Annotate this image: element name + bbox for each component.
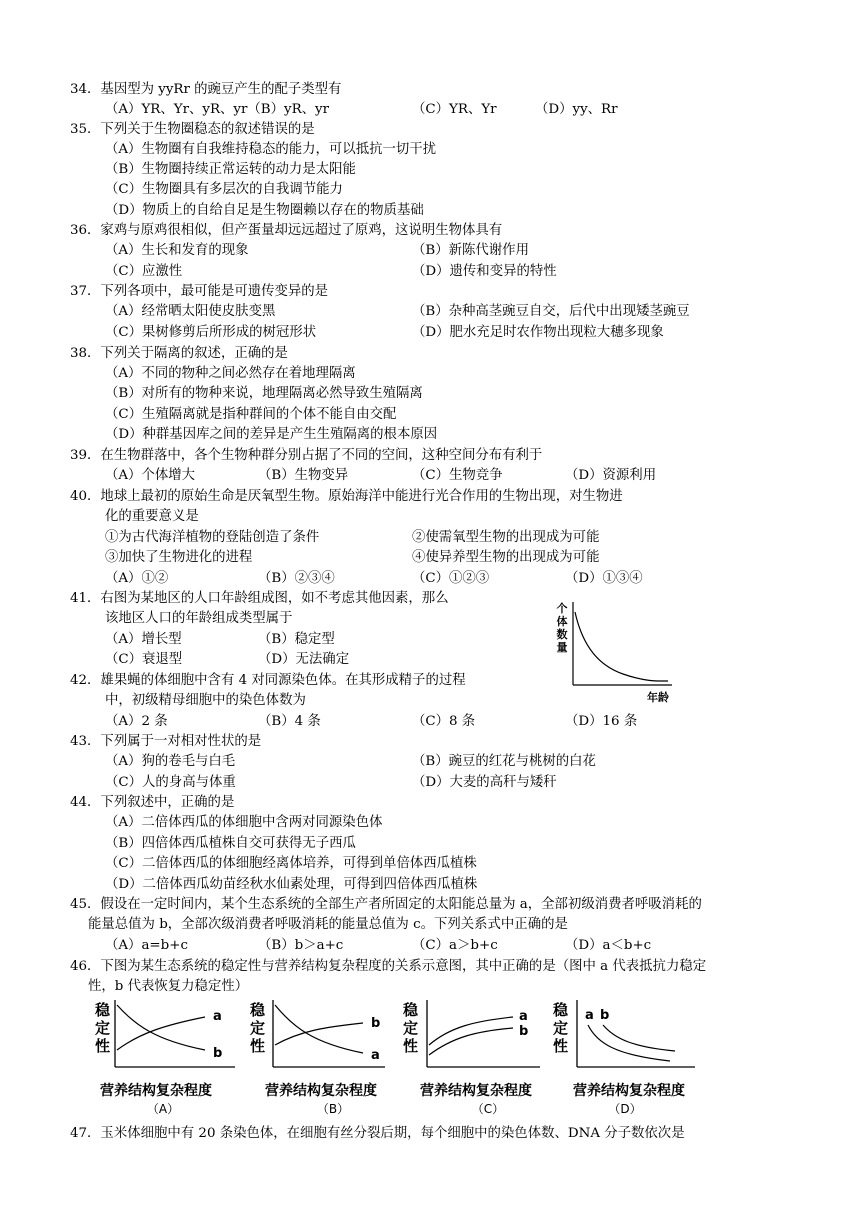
question-35-stem: 35．下列关于生物圈稳态的叙述错误的是: [70, 122, 315, 137]
panel-d-ylabel-2: 定: [553, 1019, 569, 1037]
question-38-option-a: （A）不同的物种之间必然存在着地理隔离: [105, 366, 356, 381]
panel-b-caption: （B）: [316, 1102, 350, 1116]
age-figure-ylabel-2: 体: [556, 615, 568, 628]
question-39-option-b: （B）生物变异: [258, 468, 349, 483]
panel-a-ylabel-1: 稳: [95, 1001, 111, 1019]
question-42-stem-line-1: 42．雄果蝇的体细胞中含有 4 对同源染色体。在其形成精子的过程: [70, 673, 466, 688]
question-36-stem: 36．家鸡与原鸡很相似，但产蛋量却远远超过了原鸡，这说明生物体具有: [70, 223, 503, 238]
question-43-option-d: （D）大麦的高秆与矮秆: [412, 775, 557, 790]
question-39-option-d: （D）资源利用: [565, 468, 657, 483]
question-45-option-d: （D）a＜b+c: [565, 938, 652, 953]
question-36-option-c: （C）应激性: [105, 264, 183, 279]
question-43-option-b: （B）豌豆的红花与桃树的白花: [412, 754, 596, 769]
question-38-stem: 38．下列关于隔离的叙述，正确的是: [70, 346, 288, 361]
question-41-option-a: （A）增长型: [105, 632, 182, 647]
panel-d-ylabel-1: 稳: [553, 1001, 569, 1019]
panel-d-label-a: a: [585, 1008, 594, 1023]
question-40-statement-3: ③加快了生物进化的进程: [105, 550, 253, 565]
question-46-stem-line-1: 46．下图为某生态系统的稳定性与营养结构复杂程度的关系示意图，其中正确的是（图中 a 代表抵抗力稳定: [70, 959, 707, 974]
question-42-option-d: （D）16 条: [565, 714, 638, 729]
question-41-stem-line-2: 该地区人口的年龄组成类型属于: [105, 611, 293, 626]
question-35-option-c: （C）生物圈具有多层次的自我调节能力: [105, 182, 343, 197]
question-38-option-c: （C）生殖隔离就是指种群间的个体不能自由交配: [105, 407, 397, 422]
question-44-option-a: （A）二倍体西瓜的体细胞中含两对同源染色体: [105, 815, 383, 830]
stability-panel-c: [402, 1000, 540, 1116]
question-40-statement-1: ①为古代海洋植物的登陆创造了条件: [105, 530, 320, 545]
question-36-option-b: （B）新陈代谢作用: [412, 243, 529, 258]
question-40-statement-4: ④使异养型生物的出现成为可能: [412, 550, 600, 565]
question-38-option-b: （B）对所有的物种来说，地理隔离必然导致生殖隔离: [105, 386, 423, 401]
question-42-stem-line-2: 中，初级精母细胞中的染色体数为: [105, 693, 306, 708]
question-45-option-a: （A）a=b+c: [105, 938, 188, 953]
question-34-stem: 34．基因型为 yyRr 的豌豆产生的配子类型有: [70, 82, 342, 97]
question-43-option-a: （A）狗的卷毛与白毛: [105, 754, 236, 769]
panel-d-ylabel-3: 性: [553, 1037, 569, 1055]
age-figure-xlabel: 年龄: [647, 691, 669, 704]
question-42-option-b: （B）4 条: [258, 714, 321, 729]
panel-b-ylabel-2: 定: [250, 1019, 266, 1037]
question-40-option-c: （C）①②③: [412, 571, 490, 586]
age-figure-ylabel-3: 数: [556, 628, 568, 641]
question-40-stem-line-1: 40．地球上最初的原始生命是厌氧型生物。原始海洋中能进行光合作用的生物出现，对生物进: [70, 489, 623, 504]
question-40-stem-line-2: 化的重要意义是: [105, 509, 199, 524]
question-41-option-c: （C）衰退型: [105, 652, 183, 667]
panel-c-label-a: a: [519, 1009, 528, 1024]
question-36-option-a: （A）生长和发育的现象: [105, 243, 249, 258]
age-figure-ylabel-1: 个: [556, 602, 568, 615]
panel-a-label-b: b: [213, 1046, 223, 1061]
panel-c-caption: （C）: [471, 1102, 505, 1116]
stability-panel-a: [94, 1000, 235, 1116]
question-37-option-b: （B）杂种高茎豌豆自交，后代中出现矮茎豌豆: [412, 304, 690, 319]
panel-c-label-b: b: [519, 1024, 529, 1039]
panel-d-curve-b: [603, 1025, 675, 1051]
panel-a-label-a: a: [213, 1009, 222, 1024]
question-45-stem-line-2: 能量总值为 b，全部次级消费者呼吸消耗的能量总值为 c。下列关系式中正确的是: [88, 917, 568, 932]
question-40-option-a: （A）①②: [105, 571, 169, 586]
question-45-option-c: （C）a＞b+c: [412, 938, 498, 953]
stability-figures: [85, 995, 725, 1120]
question-38-option-d: （D）种群基因库之间的差异是产生生殖隔离的根本原因: [105, 427, 438, 442]
panel-d-curve-a: [588, 1025, 670, 1061]
age-structure-figure: [548, 598, 678, 706]
question-46-stem-line-2: 性，b 代表恢复力稳定性）: [88, 979, 249, 994]
question-44-option-d: （D）二倍体西瓜幼苗经秋水仙素处理，可得到四倍体西瓜植株: [105, 877, 478, 892]
question-36-option-d: （D）遗传和变异的特性: [412, 264, 557, 279]
question-37-option-a: （A）经常晒太阳使皮肤变黑: [105, 304, 276, 319]
age-figure-ylabel-4: 量: [556, 641, 568, 654]
panel-c-curve-a: [429, 1017, 513, 1045]
panel-a-xlabel: 营养结构复杂程度: [100, 1083, 212, 1099]
panel-d-xlabel: 营养结构复杂程度: [573, 1083, 685, 1099]
question-43-stem: 43．下列属于一对相对性状的是: [70, 734, 262, 749]
panel-b-ylabel-3: 性: [250, 1037, 266, 1055]
panel-b-curve-b: [275, 1023, 363, 1045]
question-35-option-d: （D）物质上的自给自足是生物圈赖以存在的物质基础: [105, 203, 424, 218]
panel-b-label-a: a: [371, 1048, 380, 1063]
panel-c-ylabel-3: 性: [403, 1037, 419, 1055]
panel-c-xlabel: 营养结构复杂程度: [420, 1083, 532, 1099]
question-44-option-b: （B）四倍体西瓜植株自交可获得无子西瓜: [105, 836, 356, 851]
question-34-option-c: （C）YR、Yr: [412, 102, 497, 117]
question-39-stem: 39．在生物群落中，各个生物种群分别占据了不同的空间，这种空间分布有利于: [70, 448, 543, 463]
stability-panel-d: [552, 1000, 695, 1116]
stability-panel-b: [249, 1000, 385, 1116]
question-41-option-b: （B）稳定型: [258, 632, 335, 647]
question-43-option-c: （C）人的身高与体重: [105, 775, 236, 790]
question-35-option-a: （A）生物圈有自我维持稳态的能力，可以抵抗一切干扰: [105, 142, 437, 157]
panel-a-ylabel-3: 性: [95, 1037, 111, 1055]
question-42-option-c: （C）8 条: [412, 714, 476, 729]
panel-b-ylabel-1: 稳: [250, 1001, 266, 1019]
question-45-stem-line-1: 45．假设在一定时间内，某个生态系统的全部生产者所固定的太阳能总量为 a，全部初级消费者呼吸消耗的: [70, 897, 702, 912]
question-34-option-a-b: （A）YR、Yr、yR、yr（B）yR、yr: [105, 102, 330, 117]
question-37-option-d: （D）肥水充足时农作物出现粒大穗多现象: [412, 325, 664, 340]
question-40-option-b: （B）②③④: [258, 571, 335, 586]
question-44-option-c: （C）二倍体西瓜的体细胞经离体培养，可得到单倍体西瓜植株: [105, 856, 477, 871]
panel-c-ylabel-1: 稳: [403, 1001, 419, 1019]
question-34-option-d: （D）yy、Rr: [535, 102, 618, 117]
panel-c-ylabel-2: 定: [403, 1019, 419, 1037]
question-39-option-a: （A）个体增大: [105, 468, 196, 483]
question-35-option-b: （B）生物圈持续正常运转的动力是太阳能: [105, 162, 356, 177]
panel-a-caption: （A）: [146, 1102, 180, 1116]
panel-c-curve-b: [429, 1028, 513, 1055]
question-40-statement-2: ②使需氧型生物的出现成为可能: [412, 530, 600, 545]
panel-b-label-b: b: [371, 1016, 381, 1031]
question-39-option-c: （C）生物竞争: [412, 468, 503, 483]
panel-d-label-b: b: [600, 1008, 610, 1023]
question-37-option-c: （C）果树修剪后所形成的树冠形状: [105, 325, 317, 340]
question-45-option-b: （B）b＞a+c: [258, 938, 344, 953]
question-42-option-a: （A）2 条: [105, 714, 168, 729]
panel-b-xlabel: 营养结构复杂程度: [265, 1083, 377, 1099]
question-41-stem-line-1: 41．右图为某地区的人口年龄组成图，如不考虑其他因素，那么: [70, 591, 449, 606]
question-47-stem: 47．玉米体细胞中有 20 条染色体，在细胞有丝分裂后期，每个细胞中的染色体数、DNA 分子数依次是: [70, 1126, 685, 1141]
age-figure-curve: [575, 612, 668, 681]
question-40-option-d: （D）①③④: [565, 571, 643, 586]
question-44-stem: 44．下列叙述中，正确的是: [70, 795, 235, 810]
panel-d-caption: （D）: [608, 1102, 642, 1116]
question-37-stem: 37．下列各项中，最可能是可遗传变异的是: [70, 284, 329, 299]
panel-a-ylabel-2: 定: [95, 1019, 111, 1037]
panel-a-curve-a: [117, 1017, 205, 1050]
question-41-option-d: （D）无法确定: [258, 652, 350, 667]
